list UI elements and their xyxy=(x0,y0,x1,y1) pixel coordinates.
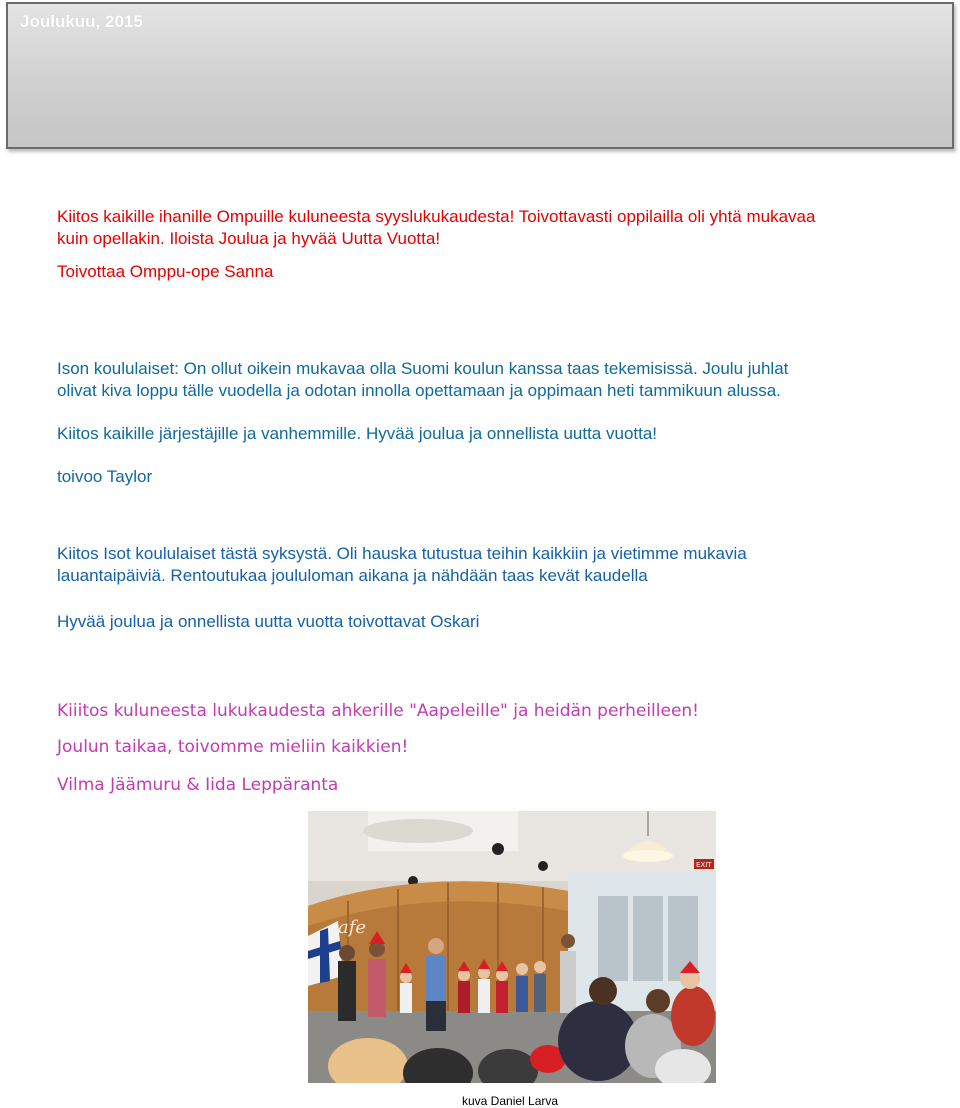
christmas-party-photo xyxy=(308,811,716,1083)
taylor-greeting xyxy=(57,358,917,488)
aapeli-line-2: Joulun taikaa, toivomme mieliin kaikkien! xyxy=(57,737,409,757)
taylor-line-2: olivat kiva loppu tälle vuodella ja odotan innolla opettamaan ja oppimaan heti tammikuun alussa. xyxy=(57,381,781,400)
taylor-line-1: Ison koululaiset: On ollut oikein mukavaa olla Suomi koulun kanssa taas tekemisissä. Joulu juhlat xyxy=(57,359,789,378)
omppu-greeting xyxy=(57,206,917,283)
omppu-signature: Toivottaa Omppu-ope Sanna xyxy=(57,262,274,281)
aapeli-greeting xyxy=(57,700,917,796)
omppu-line-1: Kiitos kaikille ihanille Ompuille kuluneesta syyslukukaudesta! Toivottavasti oppilailla oli yhtä mukavaa xyxy=(57,207,816,226)
photo-illustration xyxy=(308,811,716,1083)
oskari-line-1: Kiitos Isot koululaiset tästä syksystä. Oli hauska tutustua teihin kaikkiin ja vietimme mukavia xyxy=(57,544,747,563)
aapeli-signature: Vilma Jäämuru & Iida Leppäranta xyxy=(57,775,339,795)
cafe-sign-text: afe xyxy=(338,917,367,938)
photo-caption: kuva Daniel Larva xyxy=(462,1094,559,1108)
taylor-line-3: Kiitos kaikille järjestäjille ja vanhemmille. Hyvää joulua ja onnellista uutta vuotta! xyxy=(57,424,658,443)
oskari-greeting xyxy=(57,543,917,633)
oskari-line-2: lauantaipäiviä. Rentoutukaa joululoman aikana ja nähdään taas kevät kaudella xyxy=(57,566,648,585)
aapeli-line-1: Kiiitos kuluneesta lukukaudesta ahkerille "Aapeleille" ja heidän perheilleen! xyxy=(57,701,699,721)
omppu-line-2: kuin opellakin. Iloista Joulua ja hyvää Uutta Vuotta! xyxy=(57,229,441,248)
oskari-signature: Hyvää joulua ja onnellista uutta vuotta toivottavat Oskari xyxy=(57,612,480,631)
newsletter-header xyxy=(6,2,954,149)
exit-sign: EXIT xyxy=(696,861,712,869)
header-title: Joulukuu, 2015 xyxy=(20,12,143,31)
taylor-signature: toivoo Taylor xyxy=(57,467,153,486)
